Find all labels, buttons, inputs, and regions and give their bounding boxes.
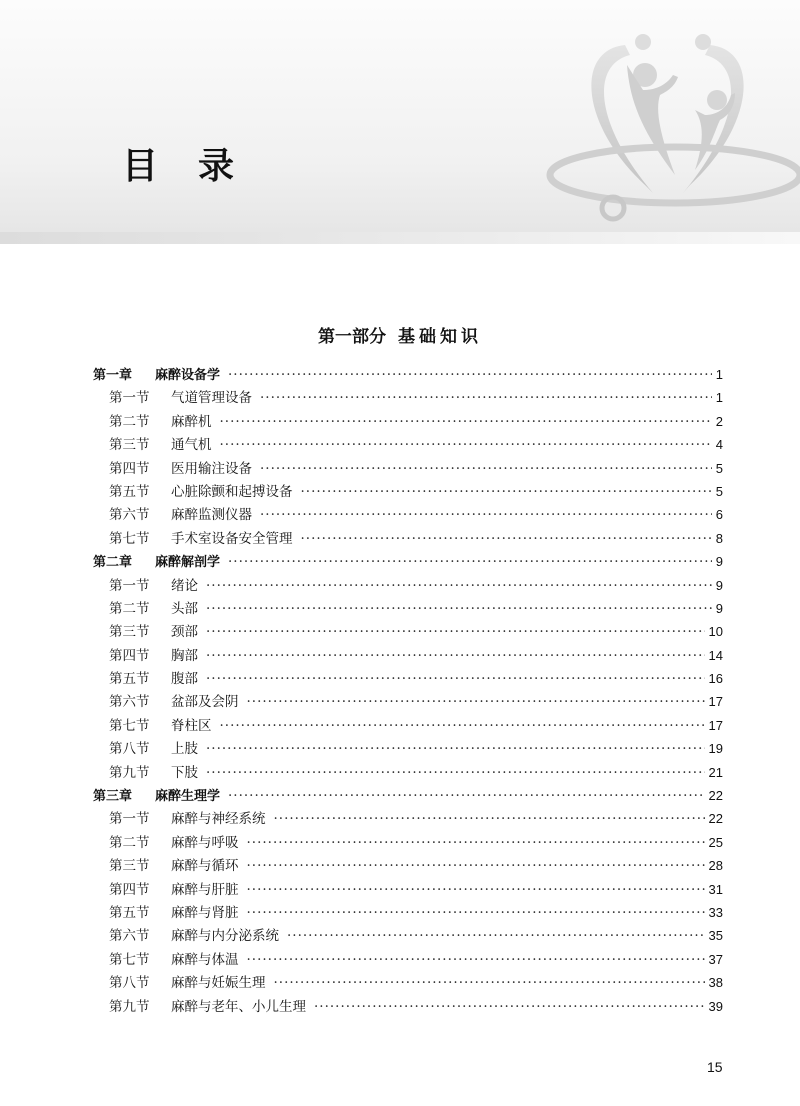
leader-dots	[314, 997, 705, 1017]
leader-dots	[301, 482, 712, 502]
page-title: 目录	[122, 146, 275, 187]
toc-section-entry[interactable]	[93, 692, 723, 715]
entry-page: 33	[708, 904, 723, 920]
leader-dots	[274, 973, 705, 993]
toc-section-entry[interactable]	[93, 716, 723, 739]
entry-title: 医用输注设备	[171, 460, 252, 477]
entry-label: 第三节	[109, 858, 150, 875]
entry-page: 22	[708, 811, 723, 827]
entry-title: 麻醉生理学	[155, 789, 221, 805]
entry-label: 第七节	[109, 530, 150, 547]
toc-chapter-entry[interactable]	[93, 552, 723, 575]
leader-dots	[206, 622, 705, 642]
entry-page: 4	[715, 437, 723, 453]
entry-title: 麻醉解剖学	[155, 555, 221, 571]
entry-page: 37	[708, 951, 723, 967]
toc-section-entry[interactable]	[93, 388, 723, 411]
leader-dots	[228, 786, 705, 806]
part-heading	[0, 322, 800, 347]
entry-label: 第四节	[109, 460, 150, 477]
entry-page: 1	[715, 390, 723, 406]
leader-dots	[260, 388, 712, 408]
table-of-contents	[93, 365, 723, 1020]
entry-title: 麻醉与内分泌系统	[171, 928, 279, 945]
entry-label: 第五节	[109, 483, 150, 500]
entry-page: 6	[715, 507, 723, 523]
header-band	[0, 232, 800, 244]
leader-dots	[206, 576, 712, 596]
entry-title: 下肢	[171, 764, 198, 781]
entry-page: 28	[708, 858, 723, 874]
entry-label: 第二节	[109, 600, 150, 617]
leader-dots	[287, 926, 705, 946]
entry-title: 麻醉与神经系统	[171, 811, 266, 828]
entry-title: 腹部	[171, 671, 198, 688]
entry-page: 38	[708, 975, 723, 991]
leader-dots	[247, 880, 705, 900]
leader-dots	[247, 903, 705, 923]
part-title: 基础知识	[398, 327, 482, 347]
toc-section-entry[interactable]	[93, 482, 723, 505]
leader-dots	[206, 599, 712, 619]
entry-label: 第七节	[109, 717, 150, 734]
entry-page: 2	[715, 413, 723, 429]
entry-title: 麻醉与老年、小儿生理	[171, 998, 306, 1015]
leader-dots	[206, 763, 705, 783]
entry-page: 35	[708, 928, 723, 944]
toc-section-entry[interactable]	[93, 435, 723, 458]
leader-dots	[228, 552, 712, 572]
entry-title: 麻醉与体温	[171, 951, 239, 968]
page-number: 15	[707, 1059, 723, 1075]
toc-section-entry[interactable]	[93, 833, 723, 856]
leader-dots	[220, 412, 712, 432]
entry-title: 颈部	[171, 624, 198, 641]
toc-section-entry[interactable]	[93, 880, 723, 903]
toc-section-entry[interactable]	[93, 997, 723, 1020]
entry-label: 第四节	[109, 881, 150, 898]
entry-label: 第六节	[109, 928, 150, 945]
entry-page: 17	[708, 717, 723, 733]
entry-title: 手术室设备安全管理	[171, 530, 293, 547]
toc-section-entry[interactable]	[93, 809, 723, 832]
entry-label: 第二章	[93, 555, 133, 571]
entry-title: 盆部及会阴	[171, 694, 239, 711]
toc-chapter-entry[interactable]	[93, 786, 723, 809]
entry-label: 第二节	[109, 834, 150, 851]
entry-label: 第六节	[109, 507, 150, 524]
entry-page: 9	[715, 577, 723, 593]
toc-section-entry[interactable]	[93, 646, 723, 669]
entry-page: 9	[715, 600, 723, 616]
toc-section-entry[interactable]	[93, 856, 723, 879]
entry-page: 31	[708, 881, 723, 897]
entry-title: 麻醉监测仪器	[171, 507, 252, 524]
toc-section-entry[interactable]	[93, 903, 723, 926]
entry-label: 第一节	[109, 577, 150, 594]
toc-section-entry[interactable]	[93, 599, 723, 622]
leader-dots	[260, 505, 712, 525]
entry-label: 第三节	[109, 624, 150, 641]
leader-dots	[301, 529, 712, 549]
entry-page: 5	[715, 460, 723, 476]
toc-section-entry[interactable]	[93, 576, 723, 599]
entry-page: 8	[715, 530, 723, 546]
entry-page: 39	[708, 998, 723, 1014]
leader-dots	[247, 950, 705, 970]
entry-title: 头部	[171, 600, 198, 617]
toc-section-entry[interactable]	[93, 412, 723, 435]
entry-page: 16	[708, 671, 723, 687]
entry-page: 9	[715, 554, 723, 570]
entry-page: 14	[708, 647, 723, 663]
toc-section-entry[interactable]	[93, 459, 723, 482]
heart-stethoscope-logo-icon	[535, 15, 800, 225]
leader-dots	[206, 669, 705, 689]
leader-dots	[247, 856, 705, 876]
entry-page: 21	[708, 764, 723, 780]
entry-title: 气道管理设备	[171, 390, 252, 407]
entry-title: 上肢	[171, 741, 198, 758]
toc-section-entry[interactable]	[93, 973, 723, 996]
leader-dots	[220, 716, 705, 736]
entry-title: 麻醉与循环	[171, 858, 239, 875]
entry-title: 麻醉设备学	[155, 368, 221, 383]
entry-title: 通气机	[171, 437, 212, 454]
entry-title: 心脏除颤和起搏设备	[171, 483, 293, 500]
leader-dots	[260, 459, 712, 479]
entry-title: 胸部	[171, 647, 198, 664]
leader-dots	[228, 365, 712, 385]
entry-title: 麻醉与妊娠生理	[171, 975, 266, 992]
leader-dots	[247, 833, 705, 853]
part-label: 第一部分	[318, 327, 386, 347]
entry-page: 10	[708, 624, 723, 640]
entry-title: 麻醉与呼吸	[171, 834, 239, 851]
entry-label: 第三节	[109, 437, 150, 454]
toc-section-entry[interactable]	[93, 739, 723, 762]
leader-dots	[206, 739, 705, 759]
leader-dots	[206, 646, 705, 666]
entry-label: 第六节	[109, 694, 150, 711]
toc-section-entry[interactable]	[93, 505, 723, 528]
entry-title: 麻醉与肾脏	[171, 904, 239, 921]
toc-section-entry[interactable]	[93, 622, 723, 645]
leader-dots	[220, 435, 712, 455]
entry-label: 第八节	[109, 975, 150, 992]
entry-title: 脊柱区	[171, 717, 212, 734]
entry-title: 麻醉机	[171, 413, 212, 430]
entry-page: 25	[708, 834, 723, 850]
entry-label: 第四节	[109, 647, 150, 664]
toc-section-entry[interactable]	[93, 669, 723, 692]
toc-section-entry[interactable]	[93, 926, 723, 949]
entry-title: 绪论	[171, 577, 198, 594]
toc-section-entry[interactable]	[93, 529, 723, 552]
entry-label: 第一节	[109, 811, 150, 828]
entry-label: 第一章	[93, 368, 133, 383]
entry-label: 第二节	[109, 413, 150, 430]
entry-label: 第七节	[109, 951, 150, 968]
toc-chapter-entry[interactable]	[93, 365, 723, 388]
entry-page: 5	[715, 483, 723, 499]
leader-dots	[247, 692, 705, 712]
entry-page: 22	[708, 788, 723, 804]
entry-page: 19	[708, 741, 723, 757]
entry-label: 第九节	[109, 998, 150, 1015]
leader-dots	[274, 809, 705, 829]
entry-title: 麻醉与肝脏	[171, 881, 239, 898]
entry-label: 第九节	[109, 764, 150, 781]
entry-page: 17	[708, 694, 723, 710]
toc-section-entry[interactable]	[93, 763, 723, 786]
entry-page: 1	[715, 367, 723, 382]
entry-label: 第五节	[109, 904, 150, 921]
toc-section-entry[interactable]	[93, 950, 723, 973]
entry-label: 第五节	[109, 671, 150, 688]
entry-label: 第三章	[93, 789, 133, 805]
entry-label: 第八节	[109, 741, 150, 758]
entry-label: 第一节	[109, 390, 150, 407]
